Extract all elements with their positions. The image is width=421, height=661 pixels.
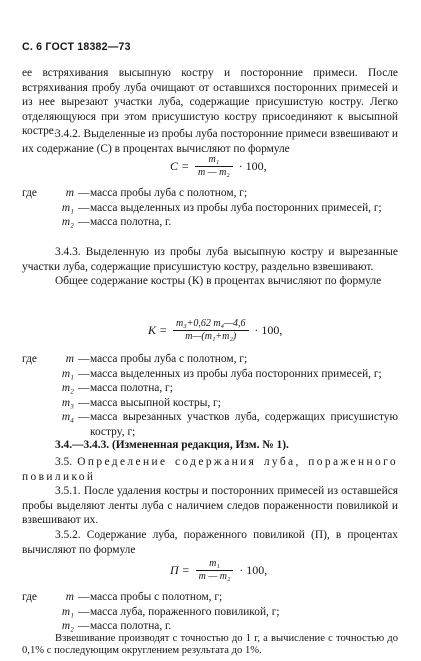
formula-lhs: K =	[148, 323, 168, 338]
definition-text: масса выделенных из пробы луба посторонних примесей, г;	[90, 201, 382, 214]
formula-rhs: · 100,	[254, 323, 283, 338]
definition-text: масса полотна, г.	[90, 216, 172, 229]
definition-text: масса вырезанных участков луба, содержащих присушистую кострy, г;	[90, 411, 398, 438]
definition-text: масса полотна, г;	[90, 382, 173, 395]
definition-row: m₄ — масса вырезанных участков луба, содержащих присушистую кострy, г;	[22, 410, 398, 439]
definition-symbol: m₁	[61, 201, 74, 214]
formula-lhs: C =	[170, 159, 190, 174]
where-label: где	[22, 591, 37, 603]
formula-fraction	[196, 558, 234, 583]
section-3-5-2	[22, 528, 398, 557]
definition-row: m₁ — масса выделенных из пробы луба посторонних примесей, г;	[22, 367, 398, 382]
formula-k	[148, 318, 282, 343]
definition-row: где m — масса пробы луба с полотном, г;	[22, 352, 398, 367]
definitions-k	[22, 352, 398, 440]
definition-symbol: m	[65, 353, 74, 365]
definition-symbol: m	[65, 187, 74, 199]
section-3-5-1	[22, 484, 398, 528]
section-3-4-3	[22, 245, 398, 289]
section-3-5	[22, 455, 398, 484]
definition-text: масса выделенных из пробы луба посторонних примесей, г;	[90, 367, 382, 380]
definition-row: m₁ — масса выделенных из пробы луба посторонних примесей, г;	[22, 201, 398, 216]
where-label: где	[22, 353, 37, 365]
definition-row: m₂ — масса полотна, г.	[22, 619, 398, 634]
paragraph-text: 3.5.1. После удаления костры и посторонних примесей из оставшейся пробы выделяют ленты луба с наличием следов пораженности повиликой и взвешивают их.	[22, 485, 398, 527]
definitions-c	[22, 186, 398, 230]
definition-symbol: m₃	[61, 396, 74, 409]
formula-denominator: m — m₂	[197, 167, 230, 178]
formula-rhs: · 100,	[238, 159, 267, 174]
section-title: Определение содержания луба, пораженного повиликой	[22, 456, 398, 483]
paragraph-text: 3.4.2. Выделенные из пробы луба посторонние примеси взвешивают и их содержание (С) в процентах вычисляют по формуле	[22, 128, 398, 155]
definition-text: масса пробы луба с полотном, г;	[90, 353, 248, 365]
formula-c	[170, 154, 267, 179]
section-3-4-2	[22, 127, 398, 156]
formula-numerator: m₃+0,62 m₄—4,6	[173, 318, 249, 331]
definition-symbol: m₁	[61, 367, 74, 380]
definition-symbol: m₂	[61, 216, 74, 229]
paragraph-text: 3.4.3. Выделенную из пробы луба высыпную кострy и вырезанные участки луба, содержащие присушистую кострy, раздельно взвешивают.	[22, 246, 398, 273]
formula-denominator: m—(m₁+m₂)	[185, 331, 237, 342]
page-header: С. 6 ГОСТ 18382—73	[22, 41, 131, 53]
paragraph-text: Взвешивание производят с точностью до 1 г, а вычисление с точностью до 0,1% с последующим округлением результата до 1%.	[22, 633, 398, 656]
definition-row: m₂ — масса полотна, г;	[22, 381, 398, 396]
section-heading	[22, 455, 398, 484]
section-number: 3.5.	[55, 456, 73, 468]
formula-numerator: m₁	[195, 154, 233, 167]
paragraph-text: 3.5.2. Содержание луба, пораженного повиликой (П), в процентах вычисляют по формуле	[22, 529, 398, 556]
amendment-note	[22, 438, 398, 453]
definition-symbol: m₁	[61, 605, 74, 618]
definition-symbol: m₄	[61, 411, 74, 424]
definition-text: масса пробы луба с полотном, г;	[90, 187, 248, 199]
formula-denominator: m — m₂	[198, 571, 231, 582]
definition-row: m₃ — масса высыпной костры, г;	[22, 396, 398, 411]
formula-numerator: m₁	[196, 558, 234, 571]
definition-text: масса высыпной костры, г;	[90, 396, 221, 409]
definition-symbol: m₂	[61, 620, 74, 633]
definition-row: где m — масса пробы луба с полотном, г;	[22, 186, 398, 201]
paragraph-text: Общее содержание костры (К) в процентах вычисляют по формуле	[55, 275, 382, 288]
definitions-p	[22, 590, 398, 634]
formula-lhs: П =	[170, 563, 190, 578]
final-paragraph	[22, 633, 398, 657]
definition-row: m₂ — масса полотна, г.	[22, 215, 398, 230]
definition-row: m₁ — масса луба, пораженного повиликой, г;	[22, 605, 398, 620]
where-label: где	[22, 187, 37, 199]
formula-p	[170, 558, 267, 583]
definition-text: масса полотна, г.	[90, 620, 172, 633]
definition-text: масса пробы с полотном, г;	[90, 591, 223, 603]
definition-symbol: m	[65, 591, 74, 603]
definition-row: где m — масса пробы с полотном, г;	[22, 590, 398, 605]
amendment-text: 3.4.—3.4.3. (Измененная редакция, Изм. № 1).	[55, 439, 289, 451]
formula-rhs: · 100,	[239, 563, 268, 578]
definition-symbol: m₂	[61, 382, 74, 395]
definition-text: масса луба, пораженного повиликой, г;	[90, 605, 280, 618]
formula-fraction	[195, 154, 233, 179]
paragraph-text: ее встряхивания высыпную кострy и посторонние примеси. После встряхивания пробу луба очищают от оставшихся посторонних примесей и из нее вырезают участки луба, содержащие присушистую кострy. Легко отделяющуюся при этом присушистую кострy присоединяют к высыпной костре.	[22, 67, 398, 138]
formula-fraction	[173, 318, 249, 343]
